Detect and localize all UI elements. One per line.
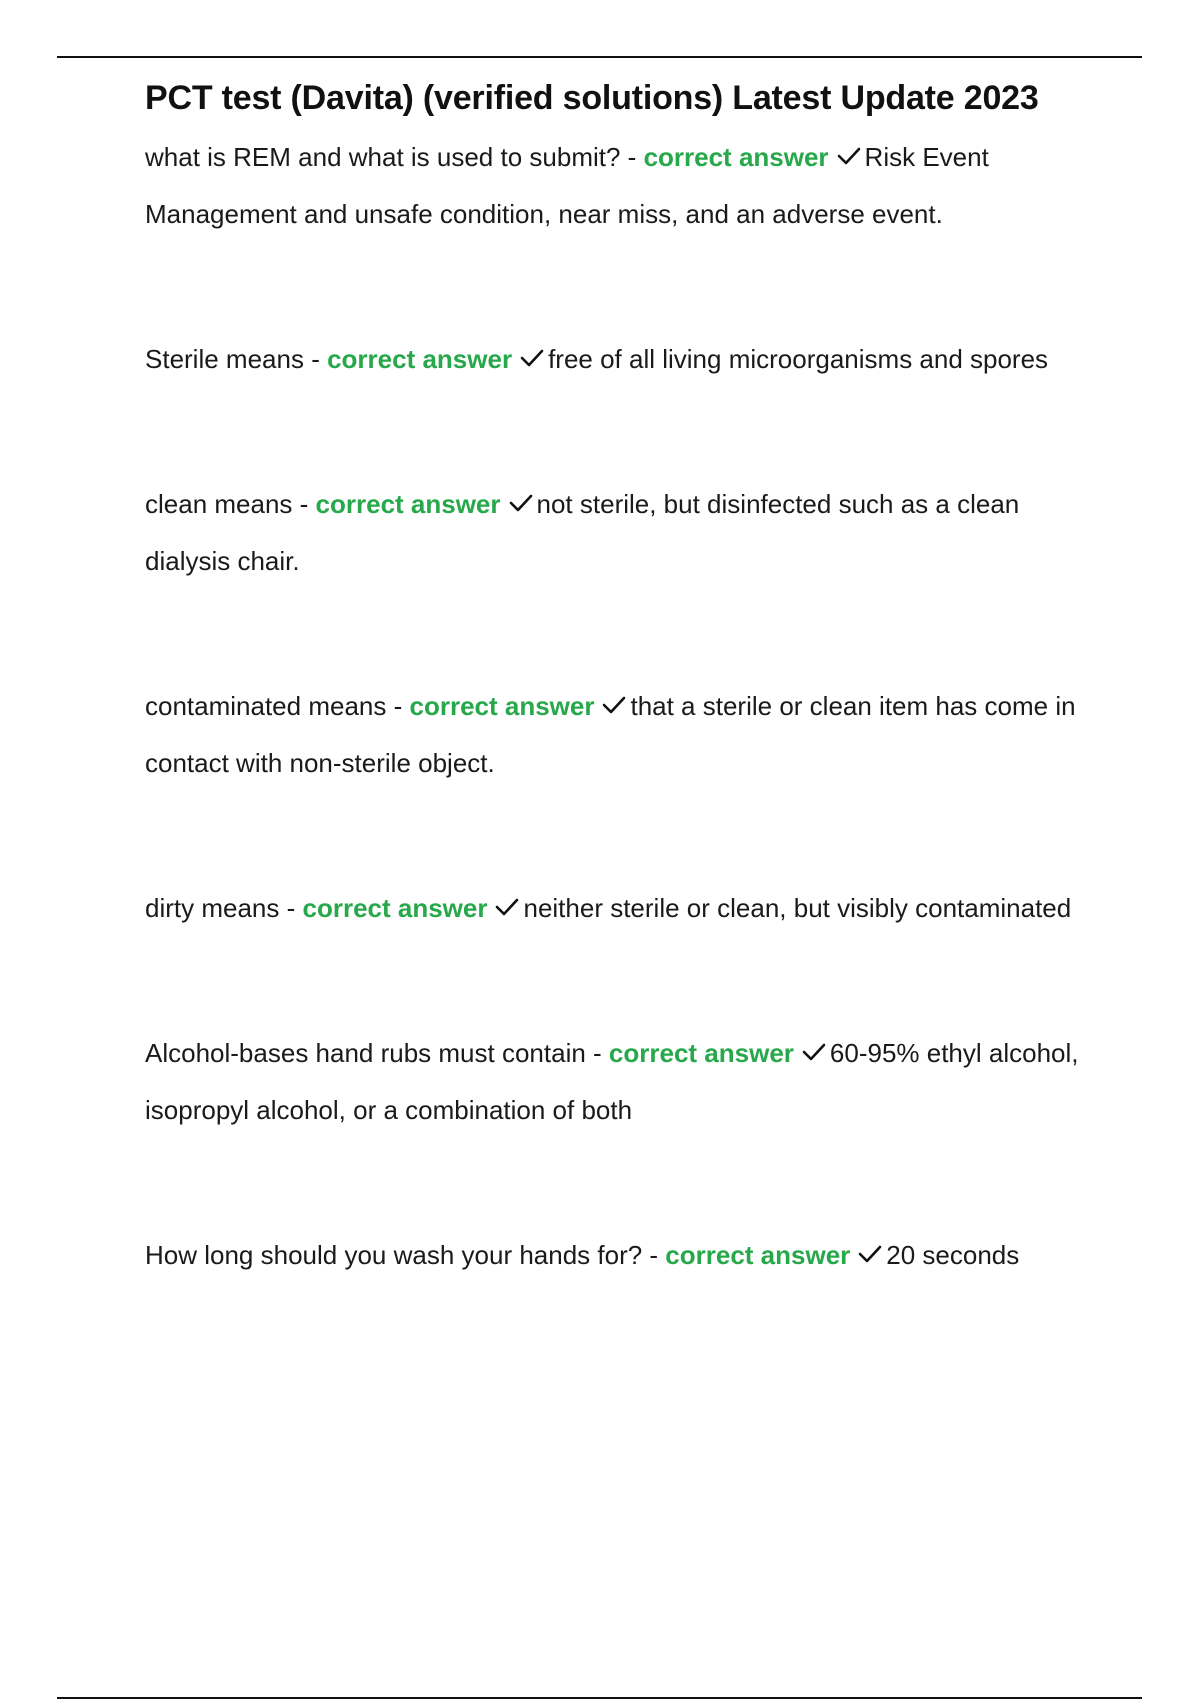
- question-text: contaminated means: [145, 691, 387, 721]
- document-title: PCT test (Davita) (verified solutions) Latest Update 2023: [145, 79, 1039, 117]
- separator: -: [642, 1240, 666, 1270]
- question-text: Alcohol-bases hand rubs must contain: [145, 1038, 586, 1068]
- qa-item: [145, 678, 1085, 792]
- check-icon: [495, 880, 519, 937]
- separator: -: [386, 691, 410, 721]
- correct-answer-label: correct answer: [302, 893, 488, 923]
- correct-answer-label: correct answer: [643, 142, 829, 172]
- separator: -: [279, 893, 303, 923]
- qa-item: [145, 129, 1085, 243]
- check-icon: [858, 1227, 882, 1284]
- qa-item: [145, 476, 1085, 590]
- answer-text: Risk Event Management and unsafe condition, near miss, and an adverse event.: [145, 142, 989, 229]
- qa-item: [145, 1227, 1085, 1284]
- correct-answer-label: correct answer: [665, 1240, 851, 1270]
- check-icon: [802, 1025, 826, 1082]
- correct-answer-label: correct answer: [315, 489, 501, 519]
- qa-item: [145, 1025, 1085, 1139]
- question-text: what is REM and what is used to submit?: [145, 142, 621, 172]
- top-rule: [57, 56, 1142, 58]
- question-text: clean means: [145, 489, 293, 519]
- document-body: [145, 74, 1085, 1284]
- separator: -: [620, 142, 644, 172]
- check-icon: [520, 331, 544, 388]
- answer-text: that a sterile or clean item has come in contact with non-sterile object.: [145, 691, 1076, 778]
- separator: -: [585, 1038, 609, 1068]
- correct-answer-label: correct answer: [327, 344, 513, 374]
- question-text: How long should you wash your hands for?: [145, 1240, 643, 1270]
- check-icon: [837, 129, 861, 186]
- answer-text: 20 seconds: [886, 1240, 1020, 1270]
- correct-answer-label: correct answer: [409, 691, 595, 721]
- separator: -: [292, 489, 316, 519]
- answer-text: free of all living microorganisms and spores: [548, 344, 1049, 374]
- check-icon: [602, 678, 626, 735]
- question-text: Sterile means: [145, 344, 304, 374]
- qa-item: [145, 331, 1085, 388]
- answer-text: neither sterile or clean, but visibly contaminated: [523, 893, 1072, 923]
- check-icon: [509, 476, 533, 533]
- bottom-rule: [57, 1697, 1142, 1699]
- answer-text: not sterile, but disinfected such as a clean dialysis chair.: [145, 489, 1020, 576]
- separator: -: [303, 344, 328, 374]
- question-text: dirty means: [145, 893, 280, 923]
- qa-item: [145, 880, 1085, 937]
- answer-text: 60-95% ethyl alcohol, isopropyl alcohol, or a combination of both: [145, 1038, 1079, 1125]
- correct-answer-label: correct answer: [608, 1038, 794, 1068]
